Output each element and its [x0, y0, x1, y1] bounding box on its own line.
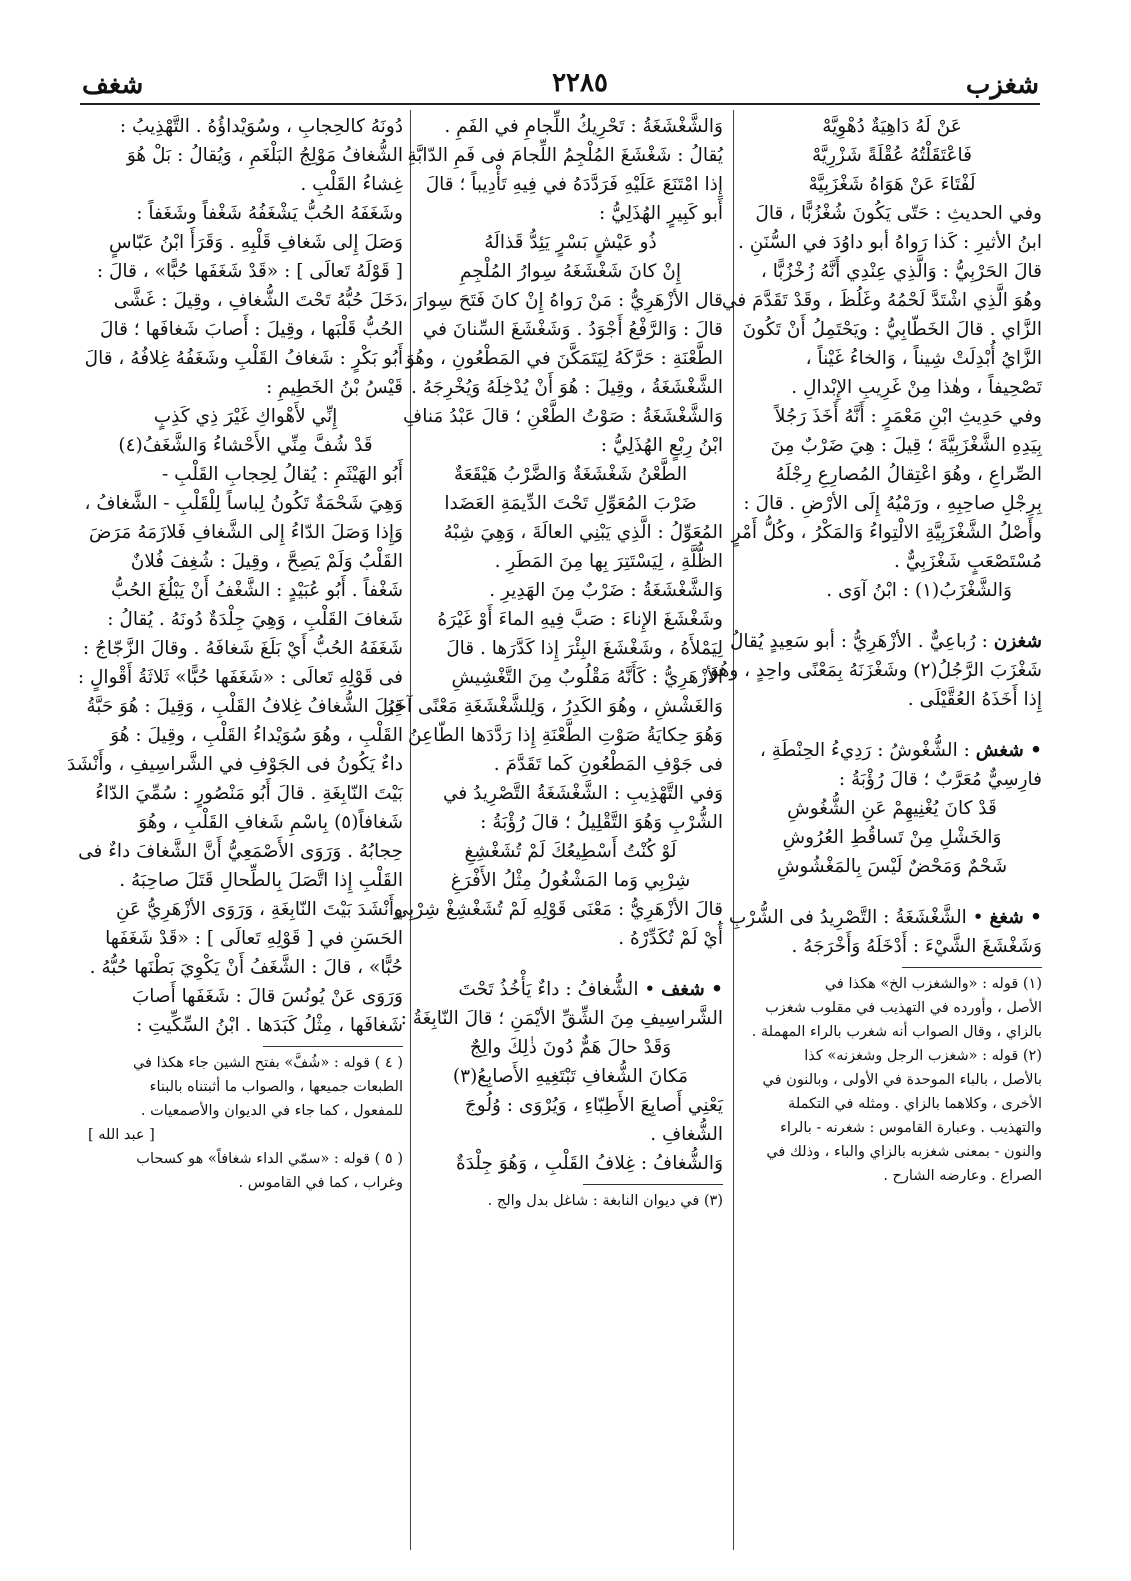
text-line: ابنُ الأثيرِ : كَذا رَواهُ أبو داوُدَ في السُّنَنِ . [737, 232, 1042, 253]
text-line: فى قَوْلِهِ تَعالَى : «شَغَفَها حُبًّا» ثَلاثَةُ أَقْوالٍ : [77, 667, 403, 688]
text-line: الشُّغافِ . [650, 1124, 723, 1145]
footnote-signature: [ عبد الله ] [88, 1127, 155, 1143]
footnote-line: الطبعات جميعها ، والصواب ما أثبتناه بالبناء [149, 1079, 403, 1095]
footnote-line: (١) قوله : «والشغزب الخ» هكذا في [824, 976, 1042, 992]
text-line: وأَصْلُ الشَّغْزَبِيَّةِ الالْتِواءُ وَالمَكْرُ ، وكُلُّ أَمْرٍ [731, 522, 1042, 543]
text-line: قِيلَ الشُّغافُ غِلافُ القَلْبِ ، وَقِيلَ : هُوَ حَبَّةُ [86, 696, 403, 717]
text-line: ابْنُ رِبْعٍ الهُذَلِيُّ : [600, 435, 723, 456]
text-line: وَالشَّغْشَغَةُ : تَحْرِيكُ اللِّجامِ في الفَمِ . [444, 116, 723, 137]
header-right-word: شغزب [965, 70, 1039, 100]
text-line: [ قَوْلَهُ تَعالَى ] : «قَدْ شَغَفَها حُبًّا» ، قالَ : [96, 261, 403, 282]
entry-headword: • شغف [661, 979, 723, 1000]
text-line: تَصْحِيفاً ، وهٰذا مِنْ غَرِيبِ الإِبْدالِ . [791, 377, 1042, 398]
text-line: قالَ الحَرْبِيُّ : وَالَّذِي عِنْدِي أَنَّهُ زُخْزُبًّا ، [760, 261, 1042, 282]
text-line: قالَ الأزْهَرِيُّ : مَعْنَى قَوْلِهِ لَمْ تُشَغْشِغْ شِرْبِي [393, 899, 723, 920]
footnote-line: الأخرى ، وكلاهما بالزاي . ومثله في التكملة [788, 1096, 1042, 1112]
footnote-line: الصراع . وعارضه الشارح . [883, 1168, 1042, 1184]
page-number: ٢٢٨٥ [552, 68, 608, 98]
entry-headword: شغزن [993, 631, 1042, 652]
text-line: قالَ : وَالرَّفْعُ أَجْوَدُ . وَشَغْشَغَ السِّنانَ في [422, 319, 723, 340]
verse-line: شِرْبِي وَما المَشْغُولُ مِثْلُ الأَفْرَغِ [450, 870, 691, 891]
verse-line: لَوْ كُنْتُ أَسْطِيعُكَ لَمْ تُشَغْشِغِ [464, 841, 677, 862]
verse-line: الطَّعْنُ شَغْشَغَةٌ وَالضَّرْبُ هَيْقَعَةٌ [453, 464, 688, 485]
entry-shghzn: شغزن : رُباعِيٌّ . الأزْهَرِيُّ : أبو سَعِيدٍ يُقالُ [729, 631, 1042, 652]
text-line: بَيْتَ النّابِغَةِ . قالَ أَبُو مَنْصُورٍ : سُمِّيَ الدّاءُ [95, 783, 403, 804]
text-line: وَالشَّغْشَغَةُ : صَوْتُ الطَّعْنِ ؛ قالَ عَبْدُ مَنافِ [403, 406, 723, 427]
text-line: الحَسَنِ في [ قَوْلِهِ تَعالَى ] : «قَدْ شَغَفَها [105, 928, 403, 949]
text-line: الشَّراسِيفِ مِنَ الشِّقِّ الأيْمَنِ ؛ قالَ النّابِغَةُ : [400, 1008, 723, 1029]
text-line: الطَّعْنَةِ : حَرَّكَهُ لِيَتَمَكَّنَ في المَطْعُونِ ، وهُوَ [405, 348, 723, 369]
verse-line: إِنْ كانَ شَغْشَغَهُ سِوارُ المُلْجِمِ [459, 261, 682, 282]
footnote-rule [583, 1184, 723, 1185]
verse-line: مَكانَ الشُّغافِ تَبْتَغِيهِ الأَصابِعُ(٣) [452, 1066, 689, 1087]
text-line: وَصَلَ إِلى شَغافِ قَلْبِهِ . وَقَرَأَ ابْنُ عَبّاسٍ [109, 232, 403, 253]
entry-headword: • شغغ [989, 907, 1042, 928]
text-line: شَغافاً(٥) بِاسْمِ شَغافِ القَلْبِ ، وهُوَ [138, 812, 403, 833]
footnote-line: (٢) قوله : «شغزب الرجل وشغزنه» كذا [804, 1048, 1042, 1064]
text-line: وفي الحديثِ : حَتّى يَكُونَ شُغْزُبًّا ، قالَ [755, 203, 1042, 224]
verse-line: ذُو عَيْشٍ بَسْرٍ يَئِدُّ قَذالَهُ [484, 232, 657, 253]
column-divider-left [410, 110, 411, 1550]
text-line: وَهِيَ شَحْمَةٌ تَكُونُ لِباساً لِلْقَلْبِ - الشَّغافُ ، [84, 493, 403, 514]
text-line: إِذا امْتَنَعَ عَلَيْهِ فَرَدَّدَهُ في فِيهِ تَأْدِيباً ؛ قالَ [425, 174, 723, 195]
text-line: وَالغَشْشِ ، وهُوَ الكَدِرُ ، وَلِلشَّغْشَغَةِ مَعْنًى آخَرُ [385, 696, 723, 717]
verse-line: إِنِّي لأَهْواكِ غَيْرَ ذِي كَذِبٍ [153, 406, 338, 427]
verse-line: وَالخَشْلِ مِنْ تَساقُطِ العُرُوشِ [782, 827, 1002, 848]
text-line: يَعْنِي أَصابِعَ الأَطِبّاءِ ، وَيُرْوَى : وُلُوجَ [464, 1095, 723, 1116]
text-line: الحُبُّ قَلْبَها ، وقِيلَ : أَصابَ شَغافَها ؛ قالَ [100, 319, 403, 340]
text-line: الزَّاي . قالَ الخَطّابِيُّ : ويَحْتَمِلُ أَنْ تَكُونَ [742, 319, 1042, 340]
footnote-line: بالزاي ، وقال الصواب أنه شغرب بالراء المهملة . [751, 1024, 1042, 1040]
text-line: قال الأزْهَرِيُّ : مَنْ رَواهُ إِنْ كانَ فَتَحَ سِوارَ ، [401, 290, 723, 311]
footnote-line: (٣) في ديوان النابغة : شاغل بدل والج . [487, 1193, 723, 1209]
verse-line: وَقَدْ حالَ هَمٌّ دُونَ ذٰلِكَ والِجٌ [469, 1037, 672, 1058]
text-line: وَإِذا وَصَلَ الدّاءُ إِلى الشَّغافِ فَلازَمَهُ مَرَضَ [88, 522, 403, 543]
footnote-line: والتهذيب . وعبارة القاموس : شغرنه - بالراء [780, 1120, 1042, 1136]
verse-line: لَفْتَاءَ عَنْ هَوَاهُ شَغْزَبِيَّهْ [808, 174, 976, 195]
verse-line: قَدْ كانَ يُغْنِيهِمْ عَنِ الشُّغُوشِ [787, 798, 997, 819]
text-line: شَغافَها ، مِثْلُ كَبَدَها . ابْنُ السِّكِّيتِ : [136, 1015, 403, 1036]
entry-shghgh: • شغغ • الشَّغْشَغَةُ : التَّصْرِيدُ فى الشُّرْبِ . [717, 907, 1042, 928]
text-line: أَيْ لَمْ تُكَدِّرْهُ . [618, 928, 723, 949]
entry-shghsh: • شغش : الشُّغْوشُ : رَدِيءُ الحِنْطَةِ ، [759, 740, 1042, 761]
text-line: وهُوَ الَّذِي اشْتَدَّ لَحْمُهُ وغَلُظَ ، وقَدْ تَقَدَّمَ في [721, 290, 1042, 311]
entry-shghf: • شغف • الشُّغافُ : داءٌ يَأْخُذُ تَحْتَ [458, 979, 723, 1000]
verse-line: فَاعْتَقَلْتُهُ عُقْلَةً شَزْرِيَّهْ [812, 145, 972, 166]
footnote-line: وغراب ، كما في القاموس . [238, 1175, 403, 1191]
text-line: وَالشَّغْشَغَةُ : ضَرْبٌ مِنَ الهَدِيرِ . [489, 580, 723, 601]
text-line: وَشَغْشَغَ الشَّيْءَ : أَدْخَلَهُ وَأَخْرَجَهُ . [791, 936, 1042, 957]
verse-line: قَدْ شُفَّ مِنِّي الأَحْشاءُ وَالشَّغَفُ(٤) [118, 435, 373, 456]
header-left-word: شغف [82, 70, 144, 100]
entry-headword: • شغش [975, 740, 1042, 761]
text-line: لِيَمْلأَهُ ، وشَغْشَغَ البِئْرَ إِذا كَدَّرَها . قالَ [446, 638, 723, 659]
text-line: شَغْفاً . أَبُو عُبَيْدٍ : الشَّغْفُ أَنْ يَبْلُغَ الحُبُّ [110, 580, 403, 601]
footnote-rule [902, 967, 1042, 968]
text-line: الأزْهَرِيُّ : كَأَنَّهُ مَقْلُوبٌ مِنَ التَّغْشِيشِ [451, 667, 723, 688]
text-line: بِيَدِهِ الشَّغْزَبِيَّةَ ؛ قِيلَ : هِيَ ضَرْبٌ مِنَ [770, 435, 1042, 456]
column-right [710, 112, 1042, 1552]
text-line: وأَنْشَدَ بَيْتَ النّابِغَةِ ، وَرَوَى الأزْهَرِيُّ عَنِ [115, 899, 403, 920]
text-line: بِرِجْلِ صاحِبِهِ ، ورَمْيُهُ إِلَى الأرْضِ . قالَ : [743, 493, 1042, 514]
column-left [67, 112, 403, 1552]
text-line: يُقالُ : شَغْشَغَ المُلْجِمُ اللِّجامَ فى فَمِ الدّابَّةِ [407, 145, 723, 166]
text-line: دُونَهُ كالحِجابِ ، وسُوَيْداؤُهُ . التَّهْذِيبُ : [119, 116, 403, 137]
text-line: دَخَلَ حُبُّهُ تَحْتَ الشُّغافِ ، وقِيلَ : غَشَّى [113, 290, 403, 311]
text-line: داءٌ يَكُونُ فى الجَوْفِ في الشَّراسِيفِ ، وأَنْشَدَ [67, 754, 403, 775]
text-line: القَلْبِ ، وهُوَ سُوَيْداءُ القَلْبِ ، وقِيلَ : هُوَ [110, 725, 403, 746]
text-line: الشُّغافُ مَوْلِجُ البَلْغَمِ ، وَيُقالُ : بَلْ هُوَ [126, 145, 403, 166]
text-line: أَبو كَبِيرٍ الهُذَلِيُّ : [599, 203, 723, 224]
text-line: وشَغَفَهُ الحُبُّ يَشْغَفُهُ شَغْفاً وشَغَفاً : [136, 203, 403, 224]
text-line: فارِسِيٌّ مُعَرَّبٌ ؛ قالَ رُؤْبَةُ : [838, 769, 1042, 790]
text-line: أَبُو الهَيْثَمِ : يُقالُ لِحِجابِ القَلْبِ - [162, 464, 403, 485]
text-line: شَغافَ القَلْبِ ، وَهِيَ جِلْدَةٌ دُونَهُ . يُقالُ : [107, 609, 403, 630]
footnote-line: والنون - بمعنى شغزبه بالزاي والباء ، وذلك في [766, 1144, 1042, 1160]
text-line: مُسْتَصْعَبٍ شَغْزَبِيٌّ . [894, 551, 1042, 572]
text-line: وفي حَدِيثِ ابْنِ مَعْمَرٍ : أَنَّهُ أَخَذَ رَجُلاً [774, 406, 1042, 427]
text-line: حِجابُهُ . وَرَوَى الأَصْمَعِيُّ أَنَّ الشَّغافَ داءٌ فى [78, 841, 403, 862]
text-line: غِشاءُ القَلْبِ . [300, 174, 403, 195]
column-middle [385, 112, 723, 1552]
text-line: الظُّلَّةِ ، لِيَسْتَتِرَ بِها مِنَ المَطَرِ . [494, 551, 723, 572]
text-line: إِذا أَخَذَهُ العُقَّيْلَى . [907, 689, 1042, 710]
text-line: فى جَوْفِ المَطْعُونِ كَما تَقَدَّمَ . [493, 754, 723, 775]
text-line: القَلْبُ وَلَمْ يَصِحَّ ، وقِيلَ : شُغِفَ فُلانٌ [130, 551, 403, 572]
verse-line: ضَرْبَ المُعَوِّلِ تَحْتَ الدِّيمَةِ العَضَدا [444, 493, 697, 514]
text-line: شَغَفَهُ الحُبُّ أَيْ بَلَغَ شَغافَهُ . وقالَ الزَّجّاجُ : [82, 638, 403, 659]
footnote-rule [263, 1046, 403, 1047]
text-line: وَرَوَى عَنْ يُونُسَ قالَ : شَغَفَها أَصابَ [131, 986, 403, 1007]
footnote-line: ( ٤ ) قوله : «شُفَّ» بفتح الشين جاء هكذا في [132, 1055, 403, 1071]
text-line: الزَّايُ أُبْدِلَتْ شِيناً ، وَالخاءُ غَيْناً ، [805, 348, 1042, 369]
verse-line: عَنْ لَهُ دَاهِيَةٌ دُهْوِيَّهْ [822, 116, 962, 137]
footnote-line: بالأصل ، بالباء الموحدة في الأولى ، وبالنون في [762, 1072, 1042, 1088]
text-line: القَلْبِ إِذا اتَّصَلَ بِالطِّحالِ قَتَلَ صاحِبَهُ . [119, 870, 403, 891]
column-divider-right [733, 110, 734, 1550]
text-line: الشُّرْبِ وَهُوَ التَّقْلِيلُ ؛ قالَ رُؤْبَةُ : [480, 812, 723, 833]
text-line: وشَغْشَغَ الإِناءَ : صَبَّ فِيهِ الماءَ أَوْ غَيْرَهُ [437, 609, 723, 630]
text-line: شَغْزَبَ الرَّجُلُ(٢) وشَغْزَنَهُ بِمَعْنًى واحِدٍ ، وهُوَ [710, 660, 1042, 681]
text-line: وَالشُّغافُ : غِلافُ القَلْبِ ، وَهُوَ جِلْدَةٌ [456, 1153, 723, 1174]
footnote-line: للمفعول ، كما جاء في الديوان والأصمعيات . [140, 1103, 403, 1119]
text-line: المُعَوِّلُ : الَّذِي يَبْنِي العالَةَ ، وَهِيَ شِبْهُ [443, 522, 723, 543]
footnote-line: ( ٥ ) قوله : «سمّي الداء شغافاً» هو كسحاب [136, 1151, 403, 1167]
text-line: قَيْسُ بْنُ الخَطِيمِ : [266, 377, 403, 398]
header-rule [80, 103, 1040, 105]
text-line: وَفي التَّهْذِيبِ : الشَّغْشَغَةُ التَّصْرِيدُ في [442, 783, 723, 804]
text-line: أَبُو بَكْرٍ : شَغافُ القَلْبِ وشَغَفُهُ غِلافُهُ ، قالَ [84, 348, 403, 369]
text-line: وَالشَّغْزَبُ(١) : ابْنُ آوَى . [826, 580, 1012, 601]
text-line: حُبًّا» ، قالَ : الشَّغَفُ أَنْ يَكْوِيَ بَطْنَها حُبُّهُ . [89, 957, 403, 978]
verse-line: شَحْمٌ وَمَحْضٌ لَيْسَ بِالمَغْشُوشِ [776, 856, 1008, 877]
text-line: الشَّغْشَغَةُ ، وقِيلَ : هُوَ أَنْ يُدْخِلَهُ وَيُخْرِجَهُ . [410, 377, 723, 398]
text-line: وَهُوَ حِكايَةُ صَوْتِ الطَّعْنَةِ إِذا رَدَّدَها الطّاعِنُ [408, 725, 723, 746]
footnote-line: الأصل ، وأورده في التهذيب في مقلوب شغزب [765, 1000, 1042, 1016]
text-line: الصِّراعِ ، وهُوَ اعْتِقالُ المُصارِعِ رِجْلَهُ [775, 464, 1042, 485]
